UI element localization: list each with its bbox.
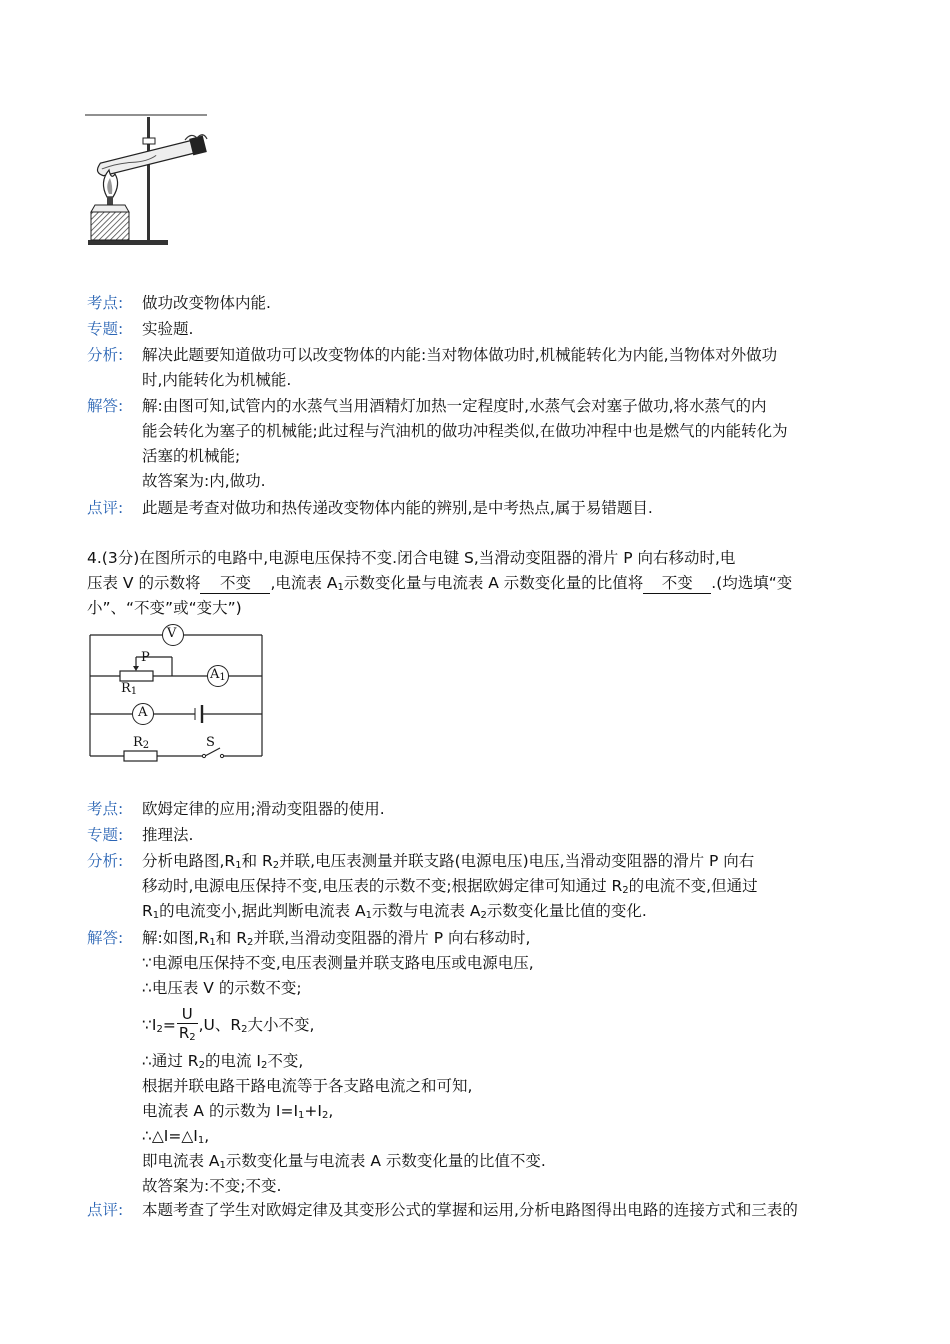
fenxi-line: 分析电路图$,R_1$和 $R_2$并联,电压表测量并联支路(电源电压)电压,当滑动变阻器的滑片 P 向右 [142,852,755,871]
zhuanti-text: 推理法. [142,826,194,844]
jieda-line: ∴通过 $R_2$的电流 $I_2$不变, [142,1052,304,1071]
slider-p-label: P [141,650,150,665]
kaodian-label: 考点: [87,294,124,312]
q4-stem-line: 压表 V 的示数将 不变 ,电流表 $A_1$示数变化量与电流表 A 示数变化量的比值将 不变 .(均选填“变 [87,574,793,593]
fenxi-line: 移动时,电源电压保持不变,电压表的示数不变;根据欧姆定律可知通过 $R_2$的电流不变,但通过 [142,877,758,896]
jieda-line: 电流表 A 的示数为 $I=I_1+I_2$, [142,1102,334,1121]
jieda-line: ∴电压表 V 的示数不变; [142,979,302,997]
jieda-line: 解:如图$,R_1$和 $R_2$并联,当滑动变阻器的滑片 P 向右移动时, [142,929,531,948]
kaodian-label: 考点: [87,800,124,818]
jieda-label: 解答: [87,929,124,947]
q4-stem-line: 4.(3分)在图所示的电路中,电源电压保持不变.闭合电键 S,当滑动变阻器的滑片 P 向右移动时,电 [87,549,736,567]
voltmeter-label: V [167,626,177,641]
fenxi-line: $R_1$的电流变小,据此判断电流表 $A_1$示数与电流表 $A_2$示数变化量比值的变化. [142,902,647,921]
jieda-label: 解答: [87,397,124,415]
jieda-line: 活塞的机械能; [142,447,241,465]
jieda-line: 即电流表 $A_1$示数变化量与电流表 A 示数变化量的比值不变. [142,1152,546,1171]
ammeter-a1-label: $A_1$ [210,667,226,683]
q4-stem-line: 小”、“不变”或“变大”) [87,599,242,617]
jieda-line: 能会转化为塞子的机械能;此过程与汽油机的做功冲程类似,在做功冲程中也是燃气的内能转化为 [142,422,788,440]
jieda-line: ∵电源电压保持不变,电压表测量并联支路电压或电源电压, [142,954,534,972]
jieda-line: 故答案为:内,做功. [142,472,266,490]
dianping-text: 本题考查了学生对欧姆定律及其变形公式的掌握和运用,分析电路图得出电路的连接方式和三表的 [142,1201,798,1219]
fenxi-label: 分析: [87,852,124,870]
dianping-label: 点评: [87,1201,124,1219]
q4-stem [87,546,867,621]
zhuanti-text: 实验题. [142,320,194,338]
fenxi-line: 时,内能转化为机械能. [142,371,292,389]
ammeter-a-label: A [138,705,148,720]
circuit-wires [87,624,267,762]
fenxi-line: 解决此题要知道做功可以改变物体的内能:当对物体做功时,机械能转化为内能,当物体对外做功 [142,346,778,364]
ohm-fraction: $\frac{U}{R_2}$ [178,1004,196,1043]
answer-blank-2: 不变 [643,573,711,594]
dianping-label: 点评: [87,499,124,517]
switch-s-label: S [206,735,215,750]
kaodian-text: 做功改变物体内能. [142,294,271,312]
jieda-line: $\because I_2=$ $\frac{U}{R_2}$ ,U、$R_2$大小不变, [142,1001,872,1049]
jieda-line: 故答案为:不变;不变. [142,1177,282,1195]
circuit-diagram [87,624,267,762]
kaodian-text: 欧姆定律的应用;滑动变阻器的使用. [142,800,385,818]
jieda-line: 根据并联电路干路电流等于各支路电流之和可知, [142,1077,473,1095]
fenxi-label: 分析: [87,346,124,364]
zhuanti-label: 专题: [87,826,124,844]
test-tube-heating-figure [85,112,210,252]
jieda-line: 解:由图可知,试管内的水蒸气当用酒精灯加热一定程度时,水蒸气会对塞子做功,将水蒸气的内 [142,397,767,415]
r1-label: $R_1$ [121,681,138,697]
r2-label: $R_2$ [133,735,150,751]
answer-blank-1: 不变 [200,573,270,594]
zhuanti-label: 专题: [87,320,124,338]
dianping-text: 此题是考查对做功和热传递改变物体内能的辨别,是中考热点,属于易错题目. [142,499,653,517]
jieda-line: $\therefore\triangle I=\triangle I_1$, [142,1127,210,1146]
